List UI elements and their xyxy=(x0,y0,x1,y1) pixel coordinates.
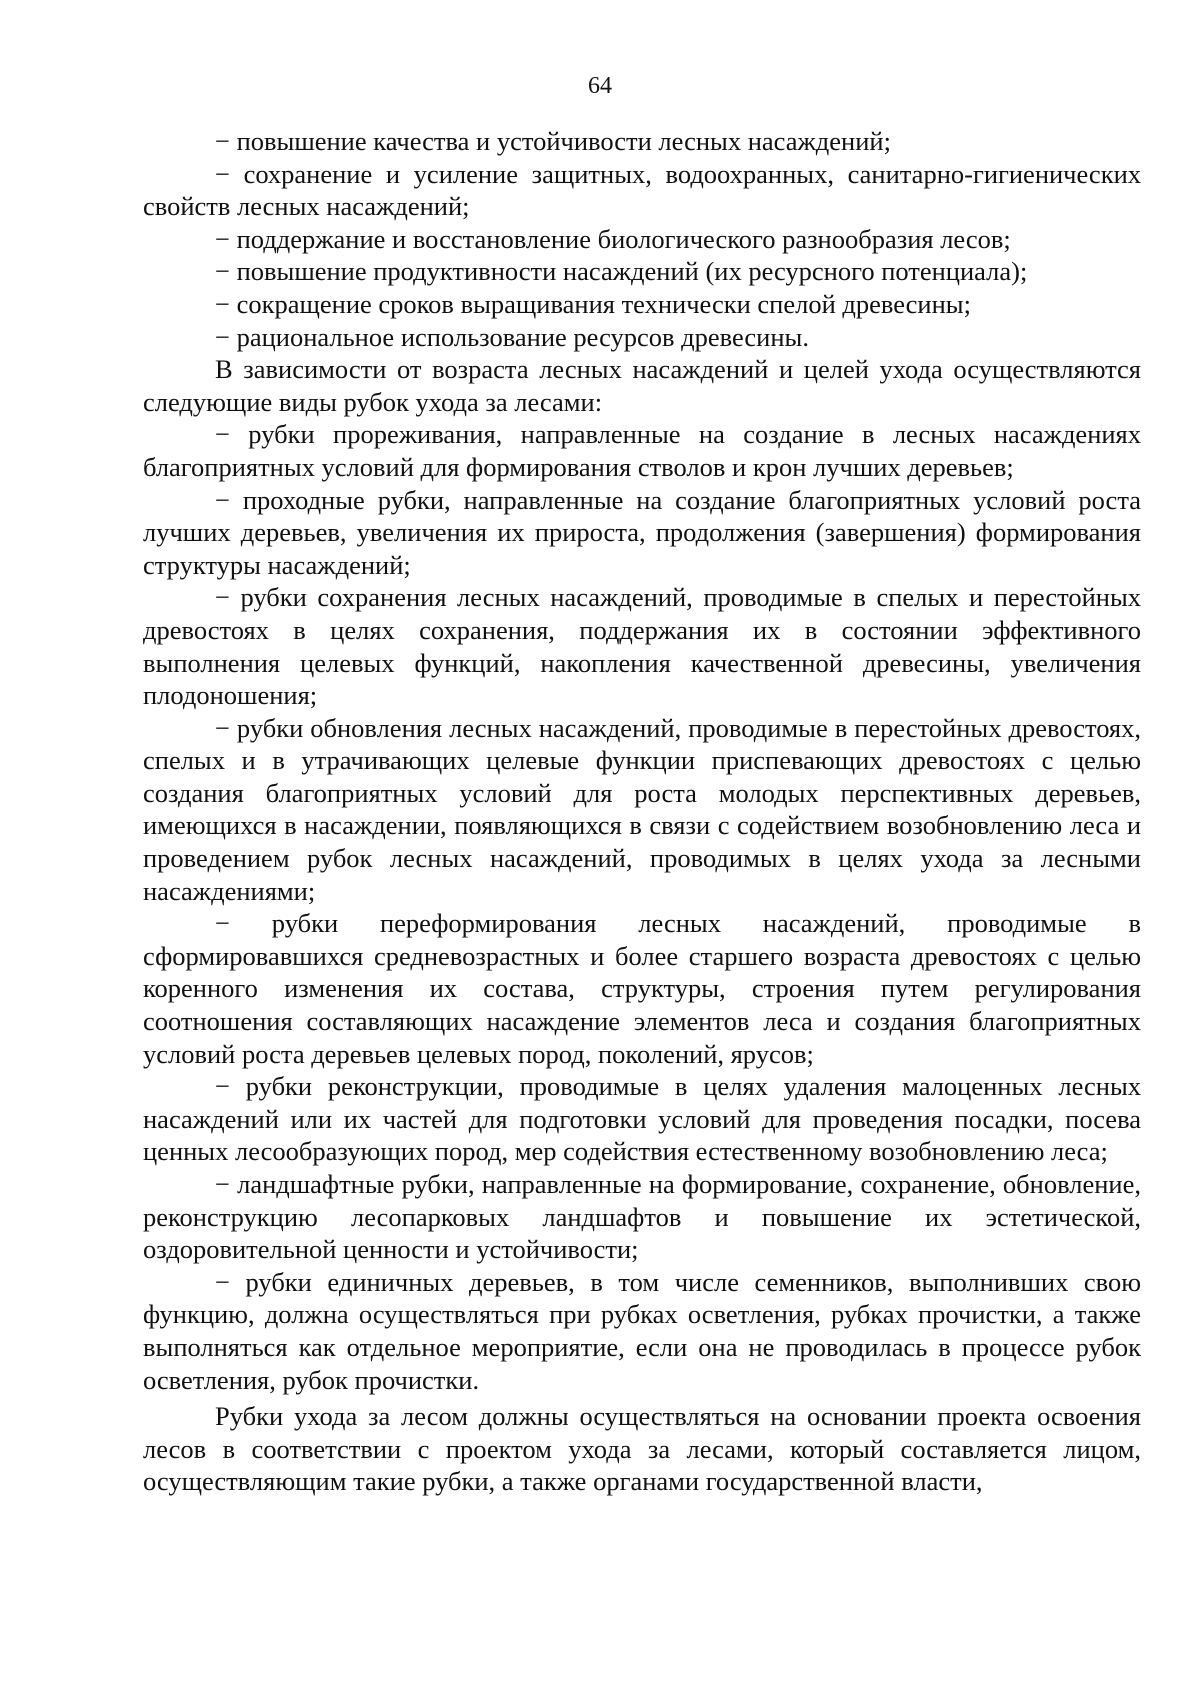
list-item-quality: − повышение качества и устойчивости лесных насаждений; xyxy=(215,126,891,156)
list-item-reconstruction-cutting: − рубки реконструкции, проводимые в целях удаления малоценных лесных насаждений или их частей для подготовки условий для проведения посадки, посева ценных лесообразующих пород, мер содействия естественному возобновлению леса; xyxy=(143,1071,1141,1167)
list-item-productivity: − повышение продуктивности насаждений (их ресурсного потенциала); xyxy=(215,256,1028,287)
closing-paragraph: Рубки ухода за лесом должны осуществляться на основании проекта освоения лесов в соответствии с проектом ухода за лесами, который составляется лицом, осуществляющим такие рубки, а также органами государственной власти, xyxy=(143,1401,1141,1497)
list-item-growing-time: − сокращение сроков выращивания технически спелой древесины; xyxy=(215,288,971,319)
list-item-single-tree-cutting: − рубки единичных деревьев, в том числе семенников, выполнивших свою функцию, должна осуществляться при рубках осветления, рубках прочистки, а также выполняться как отдельное мероприятие, если она не проводилась в процессе рубок осветления, рубок прочистки. xyxy=(143,1266,1141,1395)
list-item-landscape-cutting: − ландшафтные рубки, направленные на формирование, сохранение, обновление, реконструкцию лесопарковых ландшафтов и повышение их эстетической, оздоровительной ценности и устойчивости; xyxy=(143,1169,1141,1265)
list-item-thinning: − рубки прореживания, направленные на создание в лесных насаждениях благоприятных условий для формирования стволов и крон лучших деревьев; xyxy=(143,419,1141,482)
list-item-biodiversity: − поддержание и восстановление биологического разнообразия лесов; xyxy=(215,223,1011,254)
intro-paragraph-cutting-types: В зависимости от возраста лесных насаждений и целей ухода осуществляются следующие виды рубок ухода за лесами: xyxy=(143,354,1141,417)
list-item-passage-cutting: − проходные рубки, направленные на создание благоприятных условий роста лучших деревьев, увеличения их прироста, продолжения (завершения) формирования структуры насаждений; xyxy=(143,484,1141,580)
list-item-renewal-cutting: − рубки обновления лесных насаждений, проводимые в перестойных древостоях, спелых и в утрачивающих целевые функции приспевающих древостоях с целью создания благоприятных условий для роста молодых перспективных деревьев, имеющихся в насаждении, появляющихся в связи с содействием возобновлению леса и проведением рубок лесных насаждений, проводимых в целях ухода за лесными насаждениями; xyxy=(143,712,1141,906)
list-item-reformation-cutting: − рубки переформирования лесных насаждений, проводимые в сформировавшихся средневозрастных и более старшего возраста древостоях с целью коренного изменения их состава, структуры, строения путем регулирования соотношения составляющих насаждение элементов леса и создания благоприятных условий роста деревьев целевых пород, поколений, ярусов; xyxy=(143,908,1141,1069)
list-item-preservation-cutting: − рубки сохранения лесных насаждений, проводимые в спелых и перестойных древостоях в целях сохранения, поддержания их в состоянии эффективного выполнения целевых функций, накопления качественной древесины, увеличения плодоношения; xyxy=(143,582,1141,711)
list-item-protective-properties: − сохранение и усиление защитных, водоохранных, санитарно-гигиенических свойств лесных насаждений; xyxy=(143,158,1141,222)
page-number: 64 xyxy=(588,73,612,99)
list-item-rational-use: − рациональное использование ресурсов древесины. xyxy=(215,321,809,352)
body-text xyxy=(143,125,1141,1498)
